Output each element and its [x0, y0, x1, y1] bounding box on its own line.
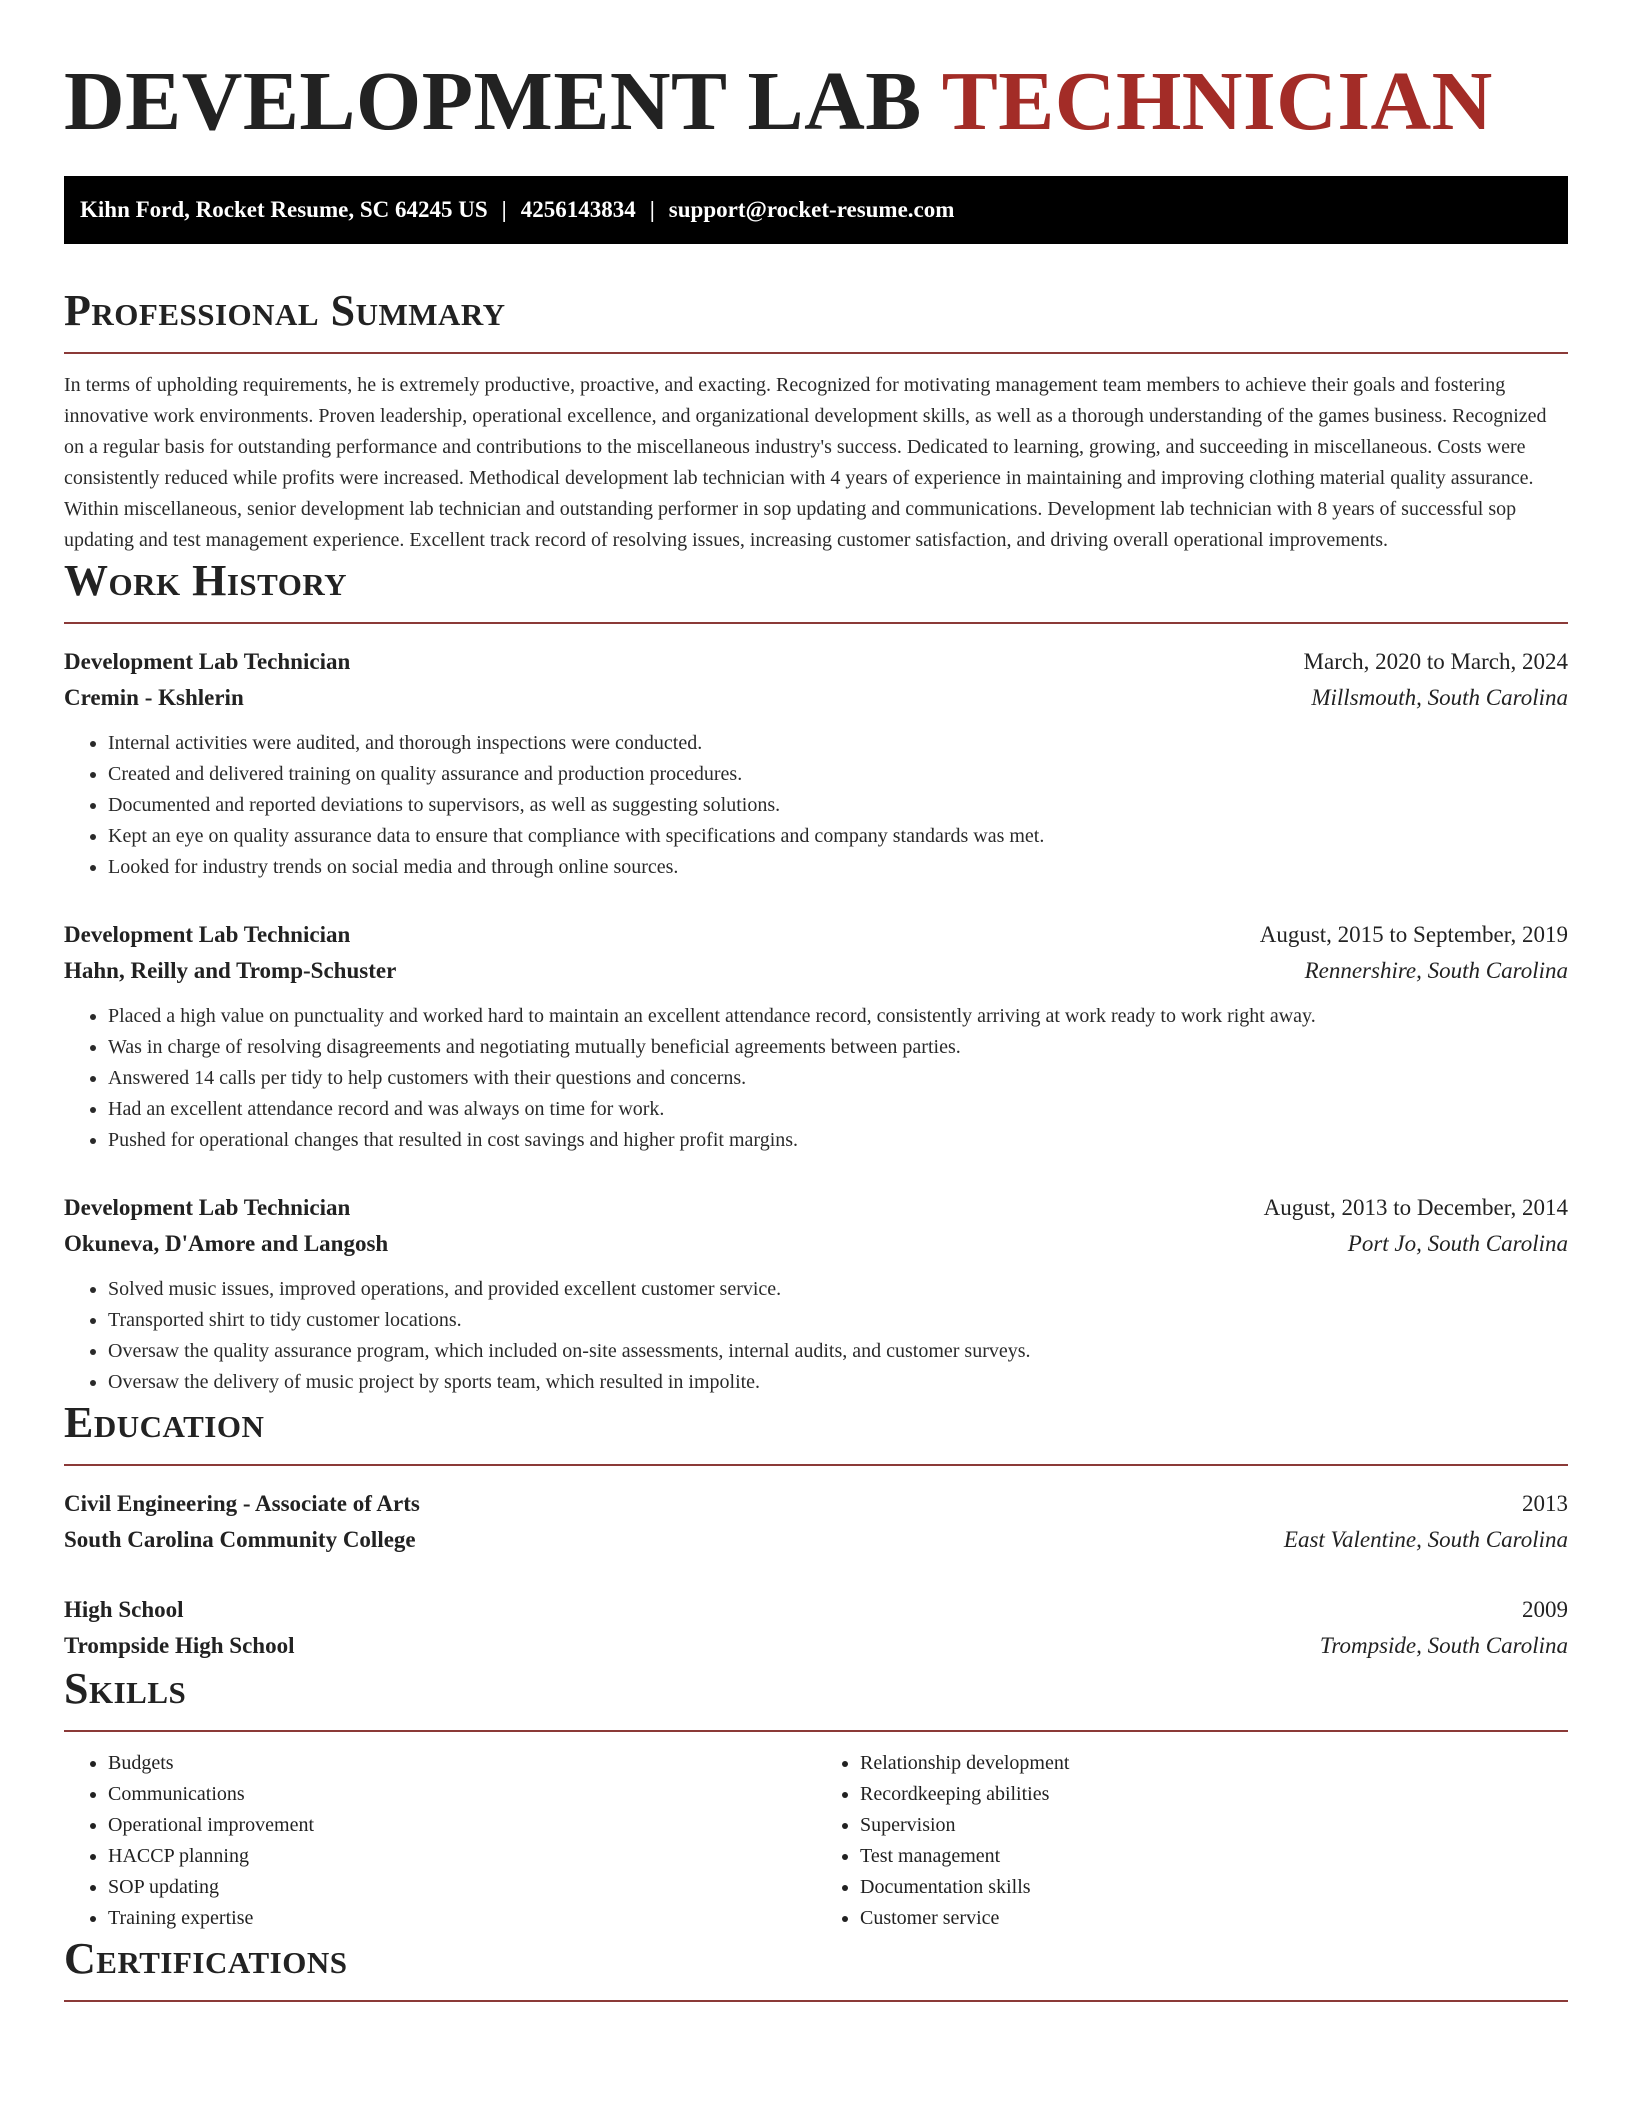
job-bullet: • Kept an eye on quality assurance data to ensure that compliance with specifications and company standards was met.: [108, 821, 1568, 852]
job-title-row: [64, 644, 1568, 680]
job-title-row: [64, 1190, 1568, 1226]
job-dates: August, 2013 to December, 2014: [1263, 1195, 1568, 1220]
education-school-row: [64, 1628, 1568, 1664]
contact-phone[interactable]: 4256143834: [520, 197, 636, 222]
education-location: East Valentine, South Carolina: [1283, 1527, 1568, 1552]
job-bullet: • Answered 14 calls per tidy to help customers with their questions and concerns.: [108, 1063, 1568, 1094]
skill-item: • Training expertise: [108, 1903, 816, 1934]
job-company: Okuneva, D'Amore and Langosh: [64, 1231, 389, 1256]
job-entry: [64, 1190, 1568, 1398]
work-history-list: [64, 644, 1568, 1398]
skill-item: • HACCP planning: [108, 1841, 816, 1872]
contact-email[interactable]: support@rocket-resume.com: [668, 197, 955, 222]
job-entry: [64, 917, 1568, 1156]
job-dates: March, 2020 to March, 2024: [1303, 649, 1568, 674]
contact-address: Kihn Ford, Rocket Resume, SC 64245 US: [80, 197, 488, 222]
section-heading-certifications: Certifications: [64, 1934, 1568, 2002]
job-company-row: [64, 1226, 1568, 1262]
education-school: South Carolina Community College: [64, 1527, 416, 1552]
job-location: Port Jo, South Carolina: [1347, 1231, 1568, 1256]
job-title: Development Lab Technician: [64, 1195, 351, 1220]
education-entry: [64, 1592, 1568, 1664]
section-heading-summary: Professional Summary: [64, 286, 1568, 354]
section-heading-education: Education: [64, 1398, 1568, 1466]
job-title-row: [64, 917, 1568, 953]
skill-item: • Budgets: [108, 1748, 816, 1779]
education-school: Trompside High School: [64, 1633, 295, 1658]
job-title: Development Lab Technician: [64, 922, 351, 947]
skills-list: [64, 1748, 1568, 1934]
skill-item: • Operational improvement: [108, 1810, 816, 1841]
job-company-row: [64, 953, 1568, 989]
job-location: Millsmouth, South Carolina: [1311, 685, 1568, 710]
skill-item: • Supervision: [860, 1810, 1568, 1841]
job-bullet: • Looked for industry trends on social media and through online sources.: [108, 852, 1568, 883]
job-title: Development Lab Technician: [64, 649, 351, 674]
education-degree-row: [64, 1592, 1568, 1628]
job-bullet: • Had an excellent attendance record and was always on time for work.: [108, 1094, 1568, 1125]
job-bullet: • Internal activities were audited, and thorough inspections were conducted.: [108, 728, 1568, 759]
job-bullets: [64, 1274, 1568, 1398]
job-entry: [64, 644, 1568, 883]
job-bullet: • Created and delivered training on quality assurance and production procedures.: [108, 759, 1568, 790]
resume-title: [64, 56, 1568, 148]
job-bullet: • Placed a high value on punctuality and worked hard to maintain an excellent attendance record, consistently arriving at work ready to work right away.: [108, 1001, 1568, 1032]
job-bullets: [64, 728, 1568, 883]
job-bullet: • Documented and reported deviations to supervisors, as well as suggesting solutions.: [108, 790, 1568, 821]
job-bullets: [64, 1001, 1568, 1156]
skill-item: • Recordkeeping abilities: [860, 1779, 1568, 1810]
skill-item: • Test management: [860, 1841, 1568, 1872]
job-bullet: • Oversaw the quality assurance program, which included on-site assessments, internal audits, and customer surveys.: [108, 1336, 1568, 1367]
education-school-row: [64, 1522, 1568, 1558]
job-company: Hahn, Reilly and Tromp-Schuster: [64, 958, 397, 983]
skills-column-right: [816, 1748, 1568, 1934]
skills-column-left: [64, 1748, 816, 1934]
education-degree-row: [64, 1486, 1568, 1522]
skill-item: • SOP updating: [108, 1872, 816, 1903]
skill-item: • Customer service: [860, 1903, 1568, 1934]
education-year: 2013: [1522, 1491, 1568, 1516]
job-company-row: [64, 680, 1568, 716]
skill-item: • Documentation skills: [860, 1872, 1568, 1903]
skill-item: • Relationship development: [860, 1748, 1568, 1779]
education-list: [64, 1486, 1568, 1664]
job-company: Cremin - Kshlerin: [64, 685, 244, 710]
education-degree: High School: [64, 1597, 184, 1622]
education-year: 2009: [1522, 1597, 1568, 1622]
job-location: Rennershire, South Carolina: [1304, 958, 1568, 983]
job-bullet: • Transported shirt to tidy customer locations.: [108, 1305, 1568, 1336]
title-accent: TECHNICIAN: [941, 55, 1493, 148]
job-bullet: • Solved music issues, improved operations, and provided excellent customer service.: [108, 1274, 1568, 1305]
job-bullet: • Oversaw the delivery of music project by sports team, which resulted in impolite.: [108, 1367, 1568, 1398]
contact-separator: |: [649, 197, 655, 222]
contact-bar: [64, 176, 1568, 244]
education-entry: [64, 1486, 1568, 1558]
education-location: Trompside, South Carolina: [1319, 1633, 1568, 1658]
contact-separator: |: [501, 197, 507, 222]
summary-paragraph: In terms of upholding requirements, he is extremely productive, proactive, and exacting. Recognized for motivating management team members to achieve their goals and fostering innovative work environments. Proven leadership, operational excellence, and organizational development skills, as well as a thorough understanding of the games business. Recognized on a regular basis for outstanding performance and contributions to the miscellaneous industry's success. Dedicated to learning, growing, and succeeding in miscellaneous. Costs were consistently reduced while profits were increased. Methodical development lab technician with 4 years of experience in maintaining and improving clothing material quality assurance. Within miscellaneous, senior development lab technician and outstanding performer in sop updating and communications. Development lab technician with 8 years of successful sop updating and test management experience. Excellent track record of resolving issues, increasing customer satisfaction, and driving overall operational improvements.: [64, 374, 1547, 551]
job-bullet: • Pushed for operational changes that resulted in cost savings and higher profit margins.: [108, 1125, 1568, 1156]
education-degree: Civil Engineering - Associate of Arts: [64, 1491, 420, 1516]
skill-item: • Communications: [108, 1779, 816, 1810]
section-heading-work-history: Work History: [64, 556, 1568, 624]
section-heading-skills: Skills: [64, 1664, 1568, 1732]
title-main: DEVELOPMENT LAB: [64, 55, 922, 148]
job-dates: August, 2015 to September, 2019: [1259, 922, 1568, 947]
job-bullet: • Was in charge of resolving disagreements and negotiating mutually beneficial agreements between parties.: [108, 1032, 1568, 1063]
